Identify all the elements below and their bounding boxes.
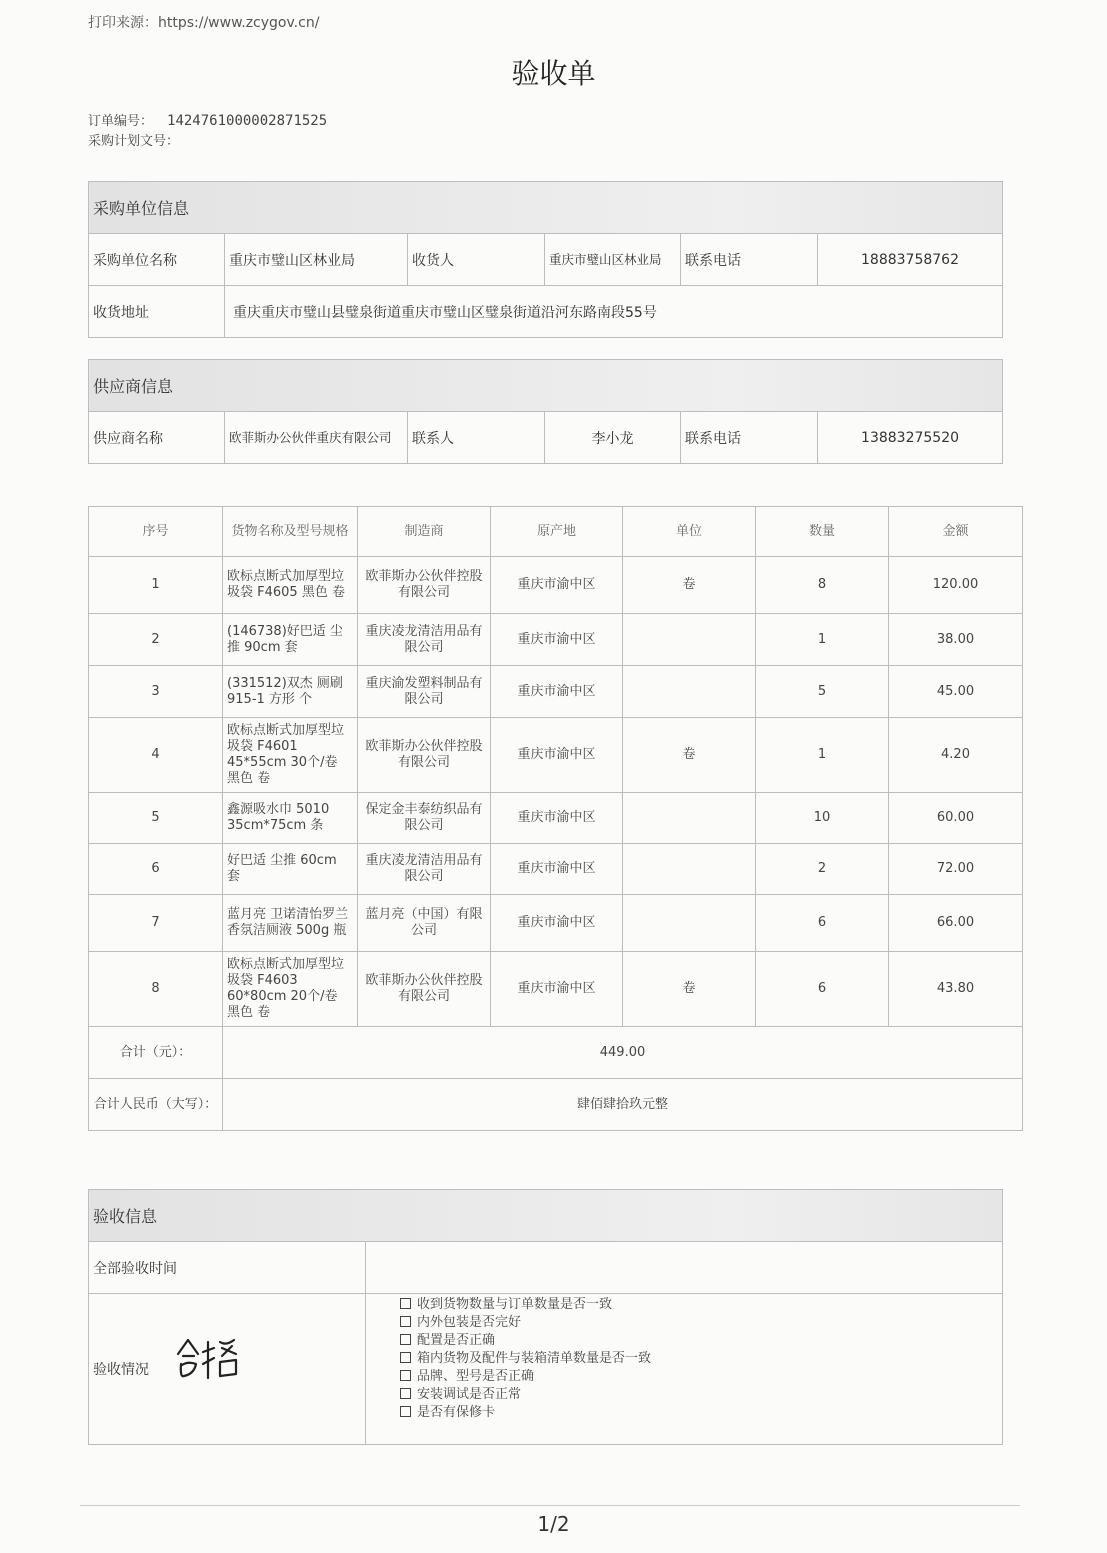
row-name: 欧标点断式加厚型垃圾袋 F4605 黑色 卷	[223, 557, 358, 614]
row-quantity: 1	[756, 718, 889, 793]
row-origin: 重庆市渝中区	[491, 793, 623, 844]
contact-label: 联系人	[408, 412, 545, 464]
address-label: 收货地址	[89, 286, 225, 338]
acceptance-checklist	[366, 1294, 1002, 1422]
acceptance-time-label: 全部验收时间	[89, 1242, 366, 1294]
checkbox-icon[interactable]	[400, 1406, 411, 1417]
table-row	[89, 557, 1023, 614]
row-quantity: 6	[756, 895, 889, 952]
table-row	[89, 718, 1023, 793]
checkbox-icon[interactable]	[400, 1298, 411, 1309]
row-manufacturer: 重庆渝发塑料制品有限公司	[358, 666, 491, 718]
row-quantity: 2	[756, 844, 889, 895]
row-name: 蓝月亮 卫诺清怡罗兰香氛洁厕液 500g 瓶	[223, 895, 358, 952]
header-name: 货物名称及型号规格	[223, 507, 358, 557]
row-amount: 72.00	[889, 844, 1023, 895]
row-no: 4	[89, 718, 223, 793]
row-unit	[623, 844, 756, 895]
acceptance-checklist-cell	[366, 1294, 1003, 1445]
checkbox-icon[interactable]	[400, 1316, 411, 1327]
row-name: (331512)双杰 厕刷 915-1 方形 个	[223, 666, 358, 718]
acceptance-section-title: 验收信息	[89, 1190, 1003, 1242]
checklist-item: 品牌、型号是否正确	[400, 1368, 1002, 1386]
header-unit: 单位	[623, 507, 756, 557]
print-source	[88, 12, 319, 32]
row-quantity: 6	[756, 952, 889, 1027]
row-origin: 重庆市渝中区	[491, 557, 623, 614]
supplier-phone-label: 联系电话	[681, 412, 818, 464]
purchaser-phone-label: 联系电话	[681, 234, 818, 286]
page-number: 1/2	[537, 1512, 570, 1536]
row-amount: 120.00	[889, 557, 1023, 614]
row-quantity: 10	[756, 793, 889, 844]
row-amount: 45.00	[889, 666, 1023, 718]
row-no: 3	[89, 666, 223, 718]
row-amount: 4.20	[889, 718, 1023, 793]
row-no: 1	[89, 557, 223, 614]
row-manufacturer: 保定金丰泰纺织品有限公司	[358, 793, 491, 844]
row-origin: 重庆市渝中区	[491, 614, 623, 666]
print-source-label: 打印来源：	[88, 15, 158, 31]
total-rmb-label: 合计人民币（大写）：	[89, 1079, 223, 1131]
row-quantity: 8	[756, 557, 889, 614]
row-name: 好巴适 尘推 60cm 套	[223, 844, 358, 895]
supplier-name: 欧菲斯办公伙伴重庆有限公司	[225, 412, 408, 464]
row-no: 5	[89, 793, 223, 844]
row-amount: 38.00	[889, 614, 1023, 666]
acceptance-status-label: 验收情况	[89, 1294, 366, 1445]
order-number-value: 1424761000002871525	[167, 113, 328, 129]
row-amount: 43.80	[889, 952, 1023, 1027]
supplier-phone: 13883275520	[818, 412, 1003, 464]
row-manufacturer: 蓝月亮（中国）有限公司	[358, 895, 491, 952]
row-amount: 66.00	[889, 895, 1023, 952]
total-label: 合计（元）：	[89, 1027, 223, 1079]
table-row	[89, 793, 1023, 844]
row-origin: 重庆市渝中区	[491, 718, 623, 793]
print-source-url: https://www.zcygov.cn/	[158, 15, 320, 31]
acceptance-table	[88, 1189, 1003, 1445]
items-table	[88, 506, 1023, 1131]
row-no: 2	[89, 614, 223, 666]
header-origin: 原产地	[491, 507, 623, 557]
order-number-label: 订单编号：	[88, 114, 154, 129]
order-number	[88, 110, 327, 129]
row-origin: 重庆市渝中区	[491, 844, 623, 895]
footer-divider	[80, 1505, 1020, 1506]
delivery-address: 重庆重庆市璧山县璧泉街道重庆市璧山区璧泉街道沿河东路南段55号	[225, 286, 1003, 338]
receiver-name: 重庆市璧山区林业局	[545, 234, 681, 286]
total-rmb-uppercase: 肆佰肆拾玖元整	[223, 1079, 1023, 1131]
row-manufacturer: 欧菲斯办公伙伴控股有限公司	[358, 718, 491, 793]
row-unit	[623, 614, 756, 666]
header-quantity: 数量	[756, 507, 889, 557]
plan-doc-number-label: 采购计划文号：	[88, 134, 180, 149]
checklist-item: 收到货物数量与订单数量是否一致	[400, 1296, 1002, 1314]
purchaser-name: 重庆市璧山区林业局	[225, 234, 408, 286]
row-no: 6	[89, 844, 223, 895]
total-amount: 449.00	[223, 1027, 1023, 1079]
row-manufacturer: 欧菲斯办公伙伴控股有限公司	[358, 952, 491, 1027]
row-origin: 重庆市渝中区	[491, 666, 623, 718]
row-amount: 60.00	[889, 793, 1023, 844]
checklist-item: 是否有保修卡	[400, 1404, 1002, 1422]
row-unit: 卷	[623, 952, 756, 1027]
purchaser-name-label: 采购单位名称	[89, 234, 225, 286]
checklist-item: 箱内货物及配件与装箱清单数量是否一致	[400, 1350, 1002, 1368]
supplier-name-label: 供应商名称	[89, 412, 225, 464]
row-origin: 重庆市渝中区	[491, 895, 623, 952]
table-row	[89, 895, 1023, 952]
table-row	[89, 614, 1023, 666]
purchaser-table	[88, 181, 1003, 338]
row-origin: 重庆市渝中区	[491, 952, 623, 1027]
purchaser-section-title: 采购单位信息	[89, 182, 1003, 234]
row-unit	[623, 793, 756, 844]
row-name: 欧标点断式加厚型垃圾袋 F4603 60*80cm 20个/卷 黑色 卷	[223, 952, 358, 1027]
checkbox-icon[interactable]	[400, 1334, 411, 1345]
handwritten-signature	[174, 1334, 244, 1382]
table-row	[89, 666, 1023, 718]
row-manufacturer: 重庆凌龙清洁用品有限公司	[358, 614, 491, 666]
supplier-table	[88, 359, 1003, 464]
table-row	[89, 844, 1023, 895]
header-amount: 金额	[889, 507, 1023, 557]
checkbox-icon[interactable]	[400, 1370, 411, 1381]
row-unit	[623, 895, 756, 952]
acceptance-time-value	[366, 1242, 1003, 1294]
row-quantity: 5	[756, 666, 889, 718]
row-manufacturer: 重庆凌龙清洁用品有限公司	[358, 844, 491, 895]
checklist-item: 安装调试是否正常	[400, 1386, 1002, 1404]
row-no: 8	[89, 952, 223, 1027]
row-no: 7	[89, 895, 223, 952]
row-quantity: 1	[756, 614, 889, 666]
row-unit	[623, 666, 756, 718]
row-name: 鑫源吸水巾 5010 35cm*75cm 条	[223, 793, 358, 844]
contact-name: 李小龙	[545, 412, 681, 464]
checklist-item: 内外包装是否完好	[400, 1314, 1002, 1332]
row-unit: 卷	[623, 718, 756, 793]
receiver-label: 收货人	[408, 234, 545, 286]
checkbox-icon[interactable]	[400, 1388, 411, 1399]
purchaser-phone: 18883758762	[818, 234, 1003, 286]
checklist-item: 配置是否正确	[400, 1332, 1002, 1350]
checkbox-icon[interactable]	[400, 1352, 411, 1363]
row-name: (146738)好巴适 尘推 90cm 套	[223, 614, 358, 666]
row-name: 欧标点断式加厚型垃圾袋 F4601 45*55cm 30个/卷 黑色 卷	[223, 718, 358, 793]
supplier-section-title: 供应商信息	[89, 360, 1003, 412]
page-title: 验收单	[511, 57, 596, 90]
row-manufacturer: 欧菲斯办公伙伴控股有限公司	[358, 557, 491, 614]
header-no: 序号	[89, 507, 223, 557]
table-row	[89, 952, 1023, 1027]
header-manufacturer: 制造商	[358, 507, 491, 557]
row-unit: 卷	[623, 557, 756, 614]
